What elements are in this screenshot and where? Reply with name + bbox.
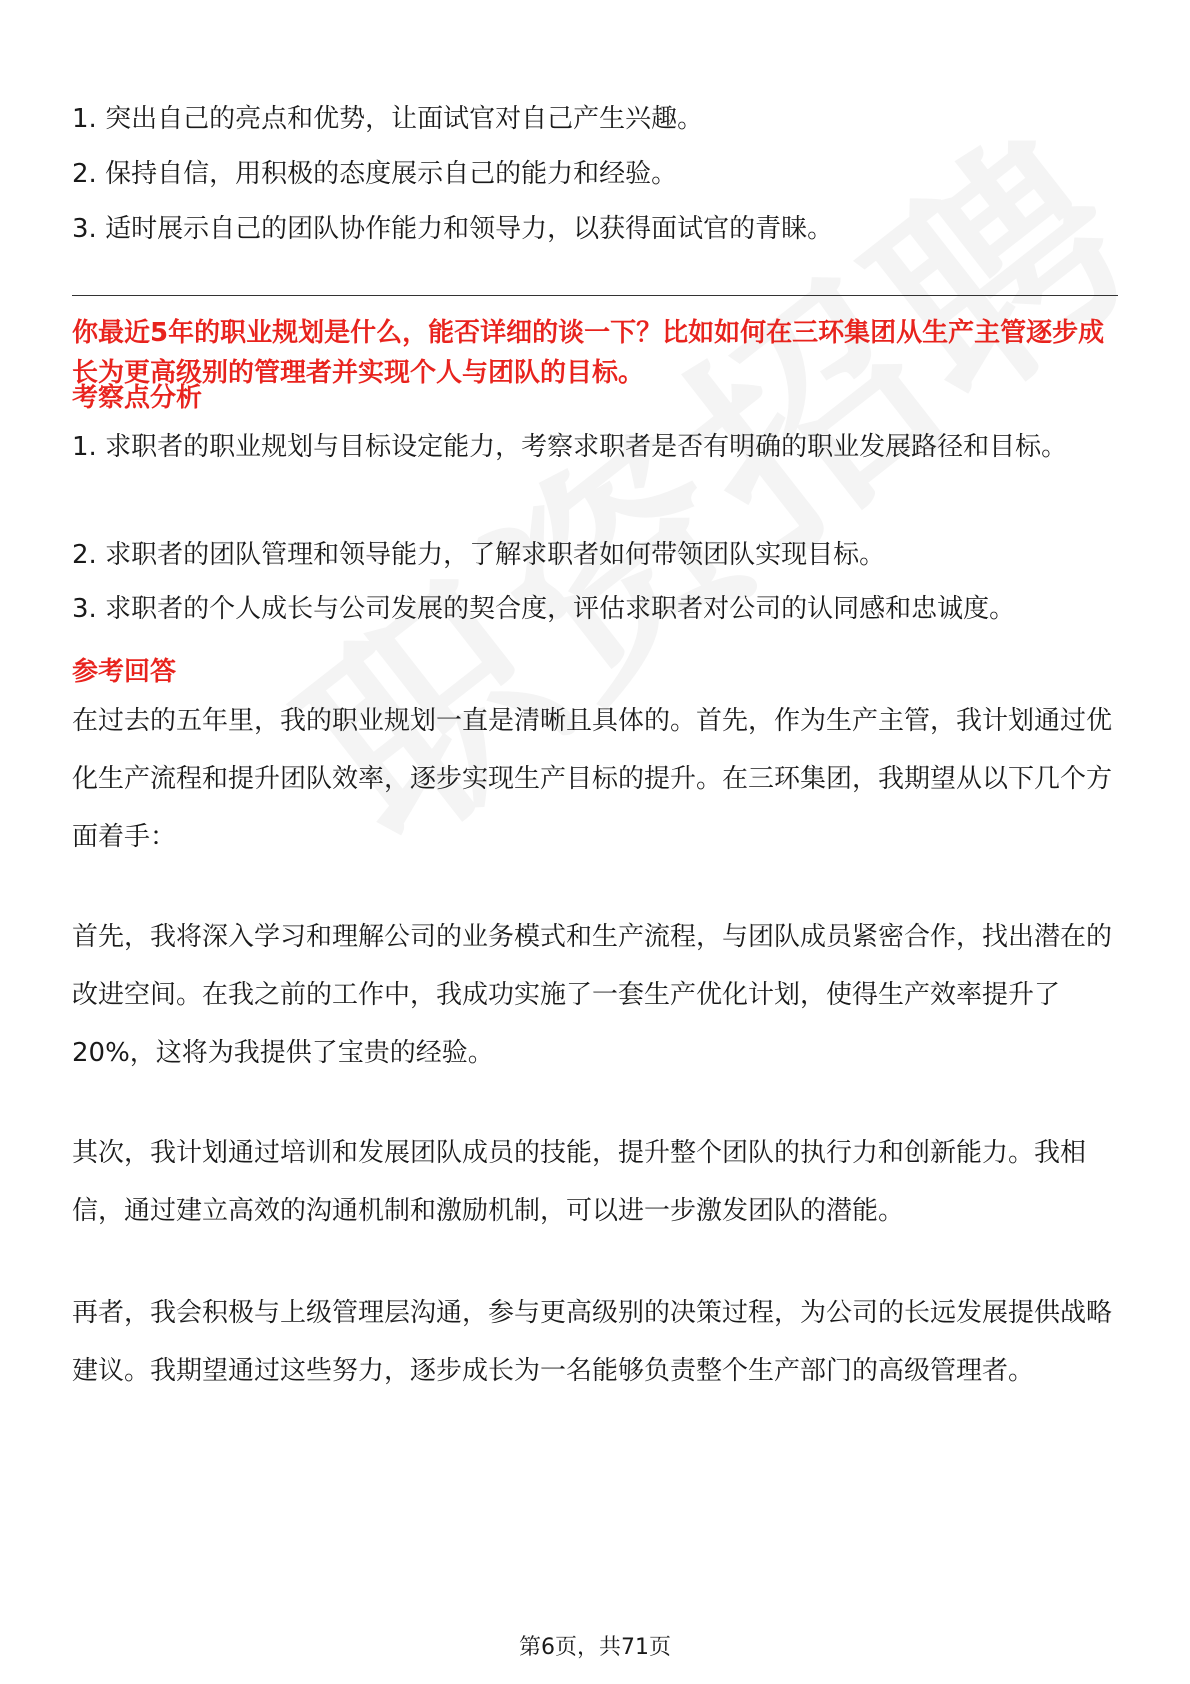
analysis-title: 考察点分析 (72, 383, 203, 413)
answer-title: 参考回答 (72, 657, 177, 687)
analysis-item: 3. 求职者的个人成长与公司发展的契合度，评估求职者对公司的认同感和忠诚度。 (72, 594, 1016, 624)
answer-paragraph: 首先，我将深入学习和理解公司的业务模式和生产流程，与团队成员紧密合作，找出潜在的改进空间。在我之前的工作中，我成功实施了一套生产优化计划，使得生产效率提升了20%，这将为我提供了宝贵的经验。 (72, 922, 1113, 1068)
intro-list-item: 1. 突出自己的亮点和优势，让面试官对自己产生兴趣。 (72, 104, 704, 134)
analysis-item: 1. 求职者的职业规划与目标设定能力，考察求职者是否有明确的职业发展路径和目标。 (72, 432, 1068, 462)
analysis-item: 2. 求职者的团队管理和领导能力，了解求职者如何带领团队实现目标。 (72, 540, 886, 570)
answer-paragraph: 其次，我计划通过培训和发展团队成员的技能，提升整个团队的执行力和创新能力。我相信，通过建立高效的沟通机制和激励机制，可以进一步激发团队的潜能。 (72, 1138, 1087, 1226)
answer-paragraph: 在过去的五年里，我的职业规划一直是清晰且具体的。首先，作为生产主管，我计划通过优化生产流程和提升团队效率，逐步实现生产目标的提升。在三环集团，我期望从以下几个方面着手： (72, 706, 1113, 852)
interview-question: 你最近5年的职业规划是什么，能否详细的谈一下？比如如何在三环集团从生产主管逐步成长为更高级别的管理者并实现个人与团队的目标。 (72, 318, 1105, 388)
section-divider (72, 295, 1118, 296)
page-footer: 第6页，共71页 (519, 1635, 671, 1660)
intro-list-item: 3. 适时展示自己的团队协作能力和领导力，以获得面试官的青睐。 (72, 214, 834, 244)
answer-paragraph: 再者，我会积极与上级管理层沟通，参与更高级别的决策过程，为公司的长远发展提供战略建议。我期望通过这些努力，逐步成长为一名能够负责整个生产部门的高级管理者。 (72, 1298, 1113, 1386)
intro-list-item: 2. 保持自信，用积极的态度展示自己的能力和经验。 (72, 159, 678, 189)
